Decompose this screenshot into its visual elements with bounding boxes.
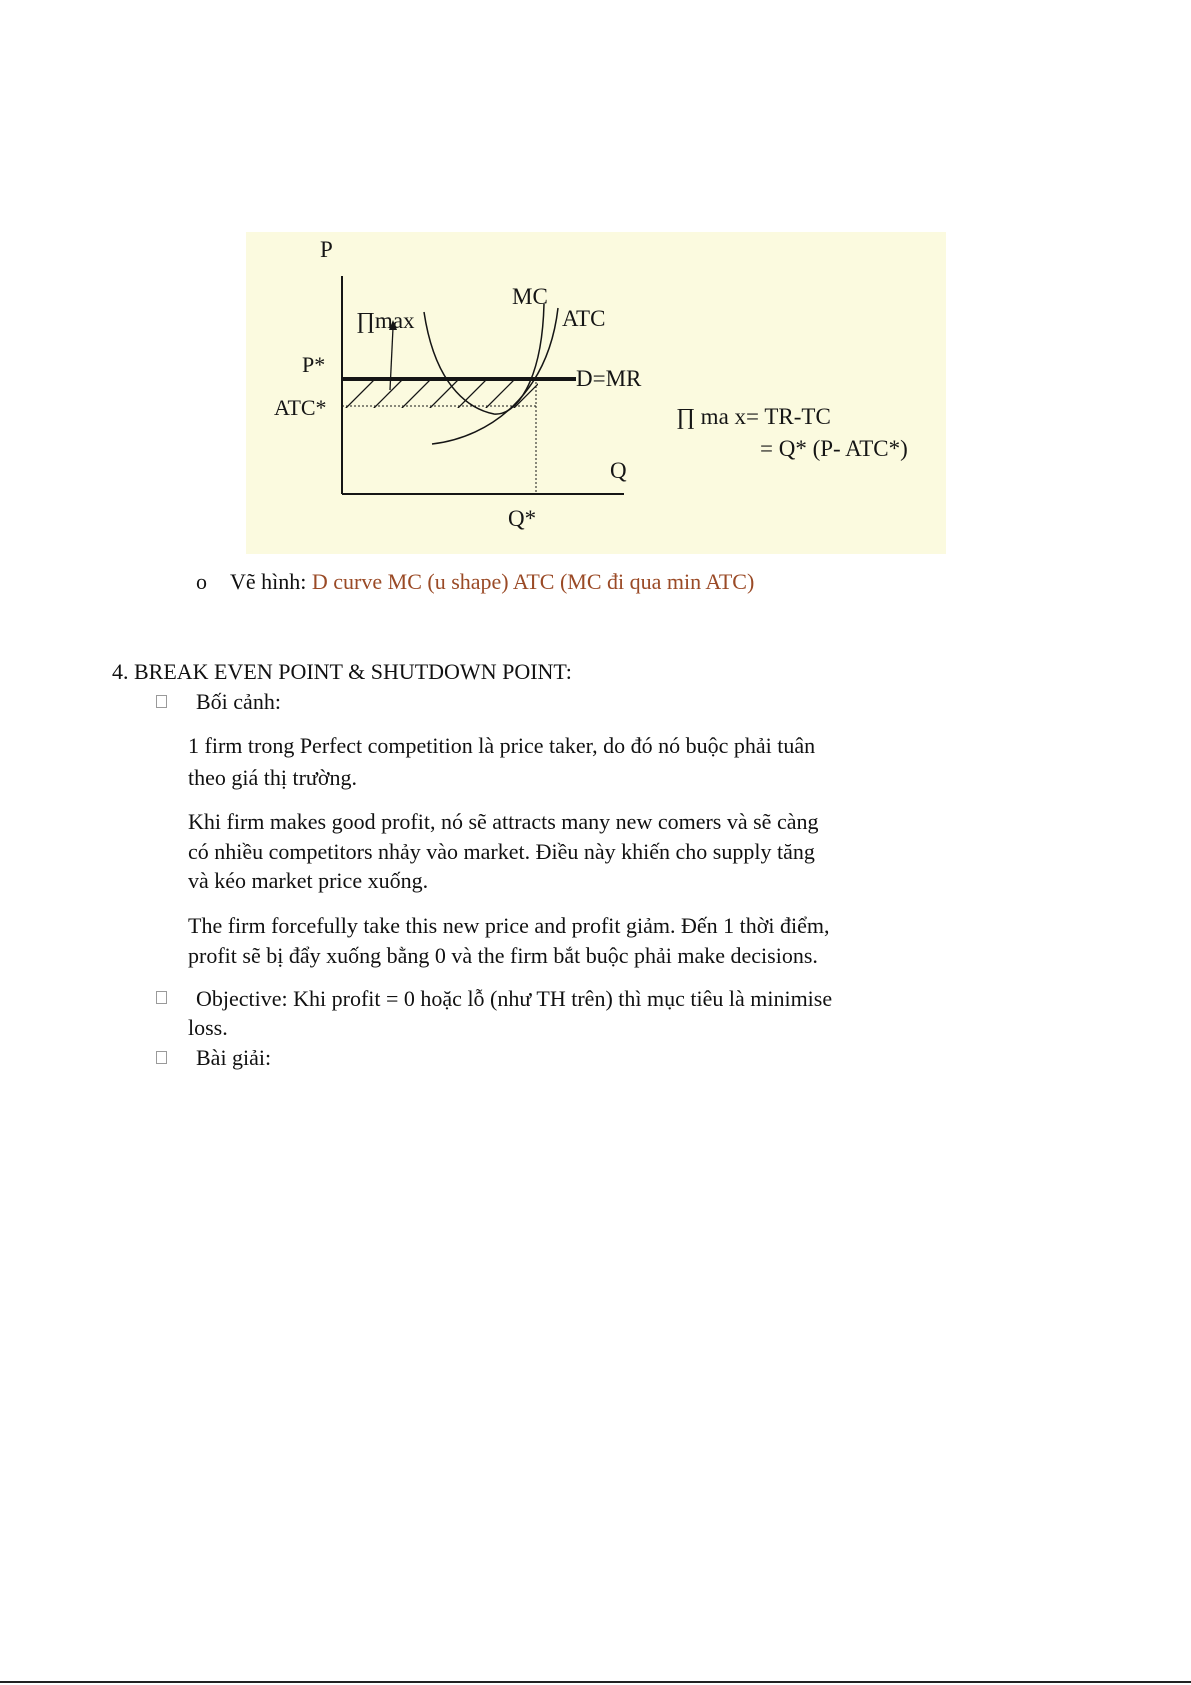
q-star-label: Q* — [508, 506, 537, 531]
paragraph-3-line-2: profit sẽ bị đẩy xuống bằng 0 và the firm bắt buộc phải make decisions. — [188, 942, 818, 968]
atc-star-label: ATC* — [274, 395, 327, 420]
formula-line-2: = Q* (P- ATC*) — [760, 436, 908, 461]
paragraph-2-line-2: có nhiều competitors nhảy vào market. Điều này khiến cho supply tăng — [188, 838, 815, 864]
formula-line-1: ∏ ma x= TR-TC — [676, 404, 831, 429]
context-label: Bối cảnh: — [196, 689, 281, 714]
d-mr-label: D=MR — [576, 366, 642, 391]
mc-label: MC — [512, 284, 548, 309]
paragraph-3-line-1: The firm forcefully take this new price and profit giảm. Đến 1 thời điểm, — [188, 913, 830, 938]
checkbox-glyph-icon — [156, 695, 167, 708]
diagram-svg — [246, 232, 946, 554]
caption-bullet: o — [196, 569, 207, 594]
diagram-background — [246, 232, 946, 554]
page-bottom-rule — [0, 1681, 1191, 1683]
paragraph-2-line-3: và kéo market price xuống. — [188, 868, 429, 893]
profit-max-diagram — [246, 232, 946, 554]
objective-line-2: loss. — [188, 1015, 228, 1040]
paragraph-3 — [188, 911, 878, 970]
solution-label: Bài giải: — [196, 1045, 272, 1070]
pimax-label: ∏max — [356, 308, 415, 333]
p-star-label: P* — [302, 352, 326, 377]
paragraph-1-line-1: 1 firm trong Perfect competition là price taker, do đó nó buộc phải tuân — [188, 733, 816, 758]
axis-p-label: P — [320, 237, 333, 262]
checkbox-glyph-icon — [156, 991, 167, 1004]
atc-label: ATC — [562, 306, 606, 331]
caption-highlight: D curve MC (u shape) ATC (MC đi qua min ATC) — [311, 569, 755, 594]
paragraph-2-line-1: Khi firm makes good profit, nó sẽ attracts many new comers và sẽ càng — [188, 809, 819, 834]
checkbox-glyph-icon — [156, 1051, 167, 1064]
axis-q-label: Q — [610, 458, 627, 483]
paragraph-1-line-2: theo giá thị trường. — [188, 764, 357, 790]
paragraph-2 — [188, 807, 878, 896]
caption-prefix: Vẽ hình: — [230, 569, 312, 594]
paragraph-1 — [188, 731, 878, 792]
objective-line-1: Objective: Khi profit = 0 hoặc lỗ (như TH trên) thì mục tiêu là minimise — [196, 986, 833, 1011]
figure-caption — [196, 568, 754, 596]
section-heading: 4. BREAK EVEN POINT & SHUTDOWN POINT: — [112, 659, 572, 684]
